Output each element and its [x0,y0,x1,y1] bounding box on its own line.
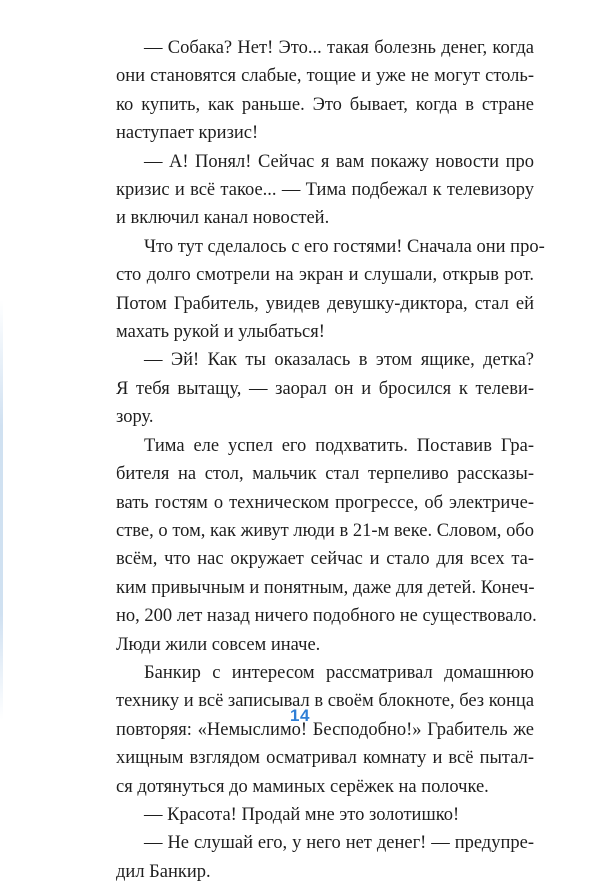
text-line: Что тут сделалось с его гостями! Сначала они про- [144,236,545,257]
text-line: Люди жили совсем иначе. [116,634,321,655]
paragraph [116,432,537,659]
text-line: повторяя: «Немыслимо! Бесподобно!» Грабитель же [116,719,534,740]
text-line: Тима еле успел его подхватить. Поставив Гра- [144,435,534,456]
text-line: Я тебя вытащу, — заорал он и бросился к телеви- [116,378,534,399]
text-line: — Не слушай его, у него нет денег! — предупре- [144,833,534,854]
page-number: 14 [290,706,310,725]
text-line: наступает кризис! [116,123,259,144]
page-edge-shadow [0,300,3,720]
text-line: ко купить, как раньше. Это бывает, когда в стране [116,94,534,115]
body-text [116,34,545,886]
paragraph [116,233,545,347]
text-line: сто долго смотрели на экран и слушали, открыв рот. [116,265,534,286]
paragraph [116,659,534,801]
paragraph [116,346,534,431]
text-line: Банкир с интересом рассматривал домашнюю [144,662,534,683]
text-line: хищным взглядом осматривал комнату и всё пытал- [116,748,534,769]
text-line: Потом Грабитель, увидев девушку-диктора, стал ей [116,293,534,314]
text-line: дил Банкир. [116,861,211,882]
text-line: — Собака? Нет! Это... такая болезнь денег, когда [144,38,534,58]
text-line: но, 200 лет назад ничего подобного не существовало. [116,606,537,627]
text-line: бителя на стол, мальчик стал терпеливо рассказы- [116,464,534,485]
paragraph [116,801,534,829]
text-line: они становятся слабые, тощие и уже не могут столь- [116,66,534,87]
text-line: махать рукой и улыбаться! [116,322,325,343]
text-line: — Эй! Как ты оказалась в этом ящике, детка? [144,350,534,371]
text-line: технику и всё записывал в своём блокноте, без конца [116,691,535,712]
text-line: ся дотянуться до маминых серёжек на полочке. [116,776,489,797]
text-line: всём, что нас окружает сейчас и стало для всех та- [116,549,534,570]
text-line: зору. [116,407,154,428]
text-line: кризис и всё такое... — Тима подбежал к телевизору [116,180,534,201]
paragraph [116,148,534,233]
text-line: — Красота! Продай мне это золотишко! [144,804,460,825]
text-line: — А! Понял! Сейчас я вам покажу новости про [144,151,534,172]
text-line: ким привычным и понятным, даже для детей. Конеч- [116,577,535,598]
text-line: и включил канал новостей. [116,208,330,229]
paragraph [116,829,534,886]
text-line: стве, о том, как живут люди в 21-м веке. Словом, обо [116,520,534,541]
text-line: вать гостям о техническом прогрессе, об электриче- [116,492,534,513]
paragraph [116,34,534,148]
